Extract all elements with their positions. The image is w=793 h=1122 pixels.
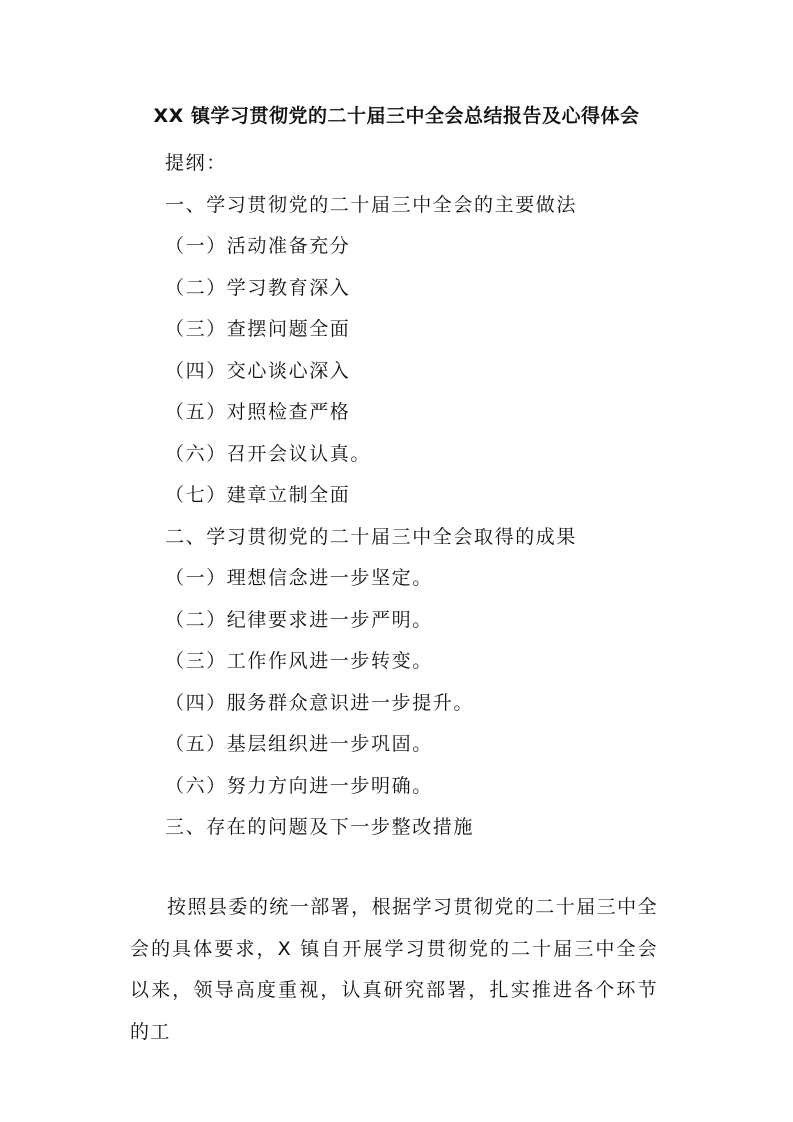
- outline-item: （二）纪律要求进一步严明。: [165, 608, 433, 631]
- outline-item: （四）服务群众意识进一步提升。: [165, 691, 475, 714]
- section-heading-2: 二、学习贯彻党的二十届三中全会取得的成果: [165, 525, 578, 548]
- outline-item: （二）学习教育深入: [165, 276, 351, 299]
- document-title: XX 镇学习贯彻党的二十届三中全会总结报告及心得体会: [153, 105, 640, 127]
- outline-item: （五）对照检查严格: [165, 401, 351, 423]
- outline-item: （七）建章立制全面: [165, 484, 351, 506]
- outline-item: （三）工作作风进一步转变。: [165, 650, 433, 672]
- outline-label: 提纲：: [165, 152, 227, 174]
- outline-item: （一）活动准备充分: [165, 235, 351, 257]
- outline-item: （一）理想信念进一步坚定。: [165, 567, 433, 589]
- outline-item: （六）努力方向进一步明确。: [165, 774, 433, 797]
- section-heading-3: 三、存在的问题及下一步整改措施: [165, 816, 475, 838]
- body-paragraph: 按照县委的统一部署，根据学习贯彻党的二十届三中全会的具体要求，X 镇自开展学习贯彻党的二十届三中全会以来，领导高度重视，认真研究部署，扎实推进各个环节的工: [130, 896, 658, 1043]
- outline-item: （六）召开会议认真。: [165, 442, 372, 465]
- outline-item: （三）查摆问题全面: [165, 318, 351, 340]
- outline-list: [165, 143, 725, 849]
- section-heading-1: 一、学习贯彻党的二十届三中全会的主要做法: [165, 193, 578, 216]
- body-text: [130, 887, 658, 1053]
- outline-item: （四）交心谈心深入: [165, 359, 351, 382]
- outline-item: （五）基层组织进一步巩固。: [165, 733, 433, 755]
